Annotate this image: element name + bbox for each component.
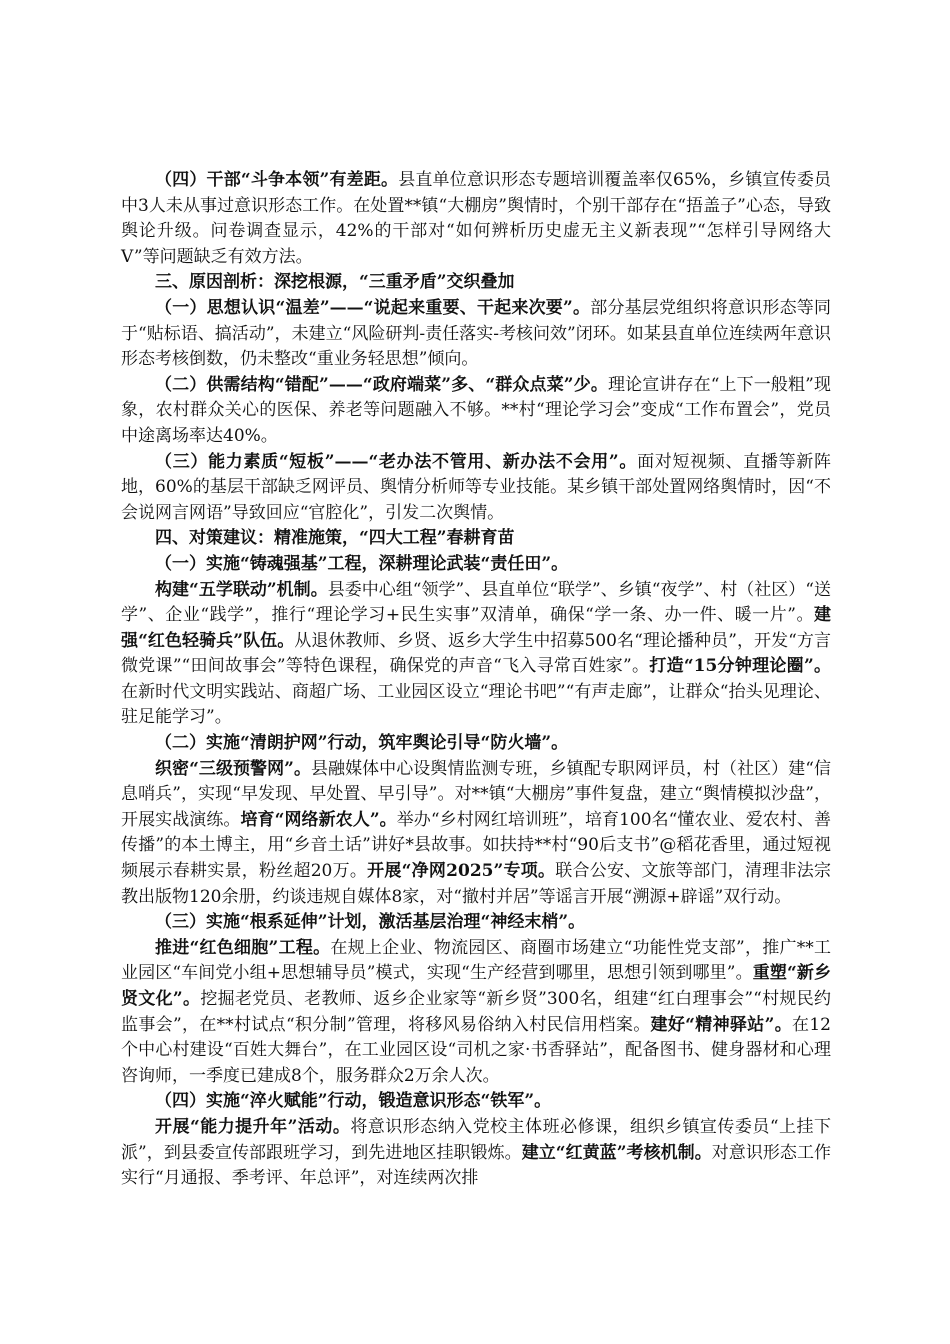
paragraph-lead: （二）供需结构“错配”——“政府端菜”多、“群众点菜”少。: [155, 374, 608, 395]
paragraph-lead: 构建“五学联动”机制。: [155, 579, 328, 600]
subsection-heading-clean-network: （二）实施“清朗护网”行动，筑牢舆论引导“防火墙”。: [155, 733, 569, 754]
paragraph-text: 从退休教师、乡贤、返乡大学生中招募500名“理论播种员”，开发“方言微党课”“田间故事会”等特色课程，确保党的声音“飞入寻常百姓家”。: [121, 630, 831, 677]
paragraph-supply-demand-mismatch: [121, 373, 831, 450]
subsection-heading-tempering: （四）实施“淬火赋能”行动，锻造意识形态“铁军”。: [155, 1091, 552, 1112]
subsection-heading-root-extension: （三）实施“根系延伸”计划，激活基层治理“神经末梢”。: [155, 912, 586, 933]
paragraph-cadre-struggle-ability: [121, 168, 831, 270]
paragraph-lead: 开展“净网2025”专项。: [367, 861, 556, 882]
paragraph-text: 对意识形态工作实行“月通报、季考评、年总评”，对连续两次排: [121, 1142, 831, 1189]
paragraph-text: 挖掘老党员、老教师、返乡企业家等“新乡贤”300名，组建“红白理事会”“村规民约监事会”，在**村试点“积分制”管理，将移风易俗纳入村民信用档案。: [121, 989, 832, 1035]
paragraph-text: 将意识形态纳入党校主体班必修课，组织乡镇宣传委员“上挂下派”，到县委宣传部跟班学习，到先进地区挂职锻炼。: [121, 1116, 831, 1163]
subsection-heading-soul-casting: （一）实施“铸魂强基”工程，深耕理论武装“责任田”。: [155, 553, 569, 574]
paragraph-lead: 建强“红色轻骑兵”队伍。: [121, 605, 831, 651]
paragraph-text: 联合公安、文旅等部门，清理非法宗教出版物120余册，约谈违规自媒体8家，对“撤村并居”等谣言开展“溯源+辟谣”双行动。: [121, 861, 832, 907]
section-heading-countermeasures: 四、对策建议：精准施策，“四大工程”春耕育苗: [155, 528, 515, 549]
paragraph-lead: 推进“红色细胞”工程。: [155, 937, 331, 958]
paragraph-lead: （四）干部“斗争本领”有差距。: [155, 170, 399, 190]
paragraph-text: 理论宣讲存在“上下一般粗”现象，农村群众关心的医保、养老等问题融入不够。**村“理论学习会”变成“工作布置会”，党员中途离场率达40%。: [121, 374, 831, 446]
paragraph-ability-improvement: [121, 1115, 831, 1192]
paragraph-text: 在12个中心村建设“百姓大舞台”，在工业园区设“司机之家·书香驿站”，配备图书、健身器材和心理咨询师，一季度已建成8个，服务群众2万余人次。: [121, 1014, 831, 1086]
paragraph-lead: 重塑“新乡贤文化”。: [121, 963, 831, 1009]
paragraph-five-study-linkage: [121, 578, 831, 732]
paragraph-lead: （三）能力素质“短板”——“老办法不管用、新办法不会用”。: [155, 451, 638, 472]
paragraph-lead: 培育“网络新农人”。: [240, 809, 397, 830]
paragraph-text: 举办“乡村网红培训班”，培育100名“懂农业、爱农村、善传播”的本土博主，用“乡音土话”讲好*县故事。如扶持**村“90后支书”@稻花香里，通过短视频展示春耕实景，粉丝超20万。: [121, 809, 831, 882]
paragraph-ability-shortfall: [121, 450, 831, 527]
paragraph-text: 在新时代文明实践站、商超广场、工业园区设立“理论书吧”“有声走廊”，让群众“抬头见理论、驻足能学习”。: [121, 681, 831, 728]
paragraph-text: 面对短视频、直播等新阵地，60%的基层干部缺乏网评员、舆情分析师等专业技能。某乡镇干部处置网络舆情时，因“不会说网言网语”导致回应“官腔化”，引发二次舆情。: [121, 451, 831, 523]
paragraph-thought-gap: [121, 296, 831, 373]
paragraph-lead: 织密“三级预警网”。: [155, 758, 311, 779]
paragraph-lead: 建立“红黄蓝”考核机制。: [521, 1142, 712, 1163]
paragraph-text: 部分基层党组织将意识形态等同于“贴标语、搞活动”，未建立“风险研判-责任落实-考核问效”闭环。如某县直单位连续两年意识形态考核倒数，仍未整改“重业务轻思想”倾向。: [121, 297, 832, 370]
paragraph-three-level-warning: [121, 757, 831, 911]
paragraph-lead: 开展“能力提升年”活动。: [155, 1116, 351, 1137]
paragraph-lead: 打造“15分钟理论圈”。: [649, 656, 831, 677]
paragraph-text: 县直单位意识形态专题培训覆盖率仅65%，乡镇宣传委员中3人未从事过意识形态工作。在处置**镇“大棚房”舆情时，个别干部存在“捂盖子”心态，导致舆论升级。问卷调查显示，42%的干部对“如何辨析历史虚无主义新表现”“怎样引导网络大V”等问题缺乏有效方法。: [121, 170, 831, 267]
paragraph-lead: 建好“精神驿站”。: [650, 1014, 793, 1035]
paragraph-text: 县融媒体中心设舆情监测专班，乡镇配专职网评员，村（社区）建“信息哨兵”，实现“早发现、早处置、早引导”。对**镇“大棚房”事件复盘，建立“舆情模拟沙盘”，开展实战演练。: [121, 758, 831, 830]
paragraph-text: 在规上企业、物流园区、商圈市场建立“功能性党支部”，推广**工业园区“车间党小组+思想辅导员”模式，实现“生产经营到哪里，思想引领到哪里”。: [121, 937, 831, 984]
document-body: [121, 168, 831, 1192]
paragraph-red-cell-project: [121, 936, 831, 1090]
section-heading-cause-analysis: 三、原因剖析：深挖根源，“三重矛盾”交织叠加: [155, 272, 515, 293]
paragraph-lead: （一）思想认识“温差”——“说起来重要、干起来次要”。: [155, 297, 591, 318]
paragraph-text: 县委中心组“领学”、县直单位“联学”、乡镇“夜学”、村（社区）“送学”、企业“践学”，推行“理论学习+民生实事”双清单，确保“学一条、办一件、暖一片”。: [121, 579, 831, 626]
